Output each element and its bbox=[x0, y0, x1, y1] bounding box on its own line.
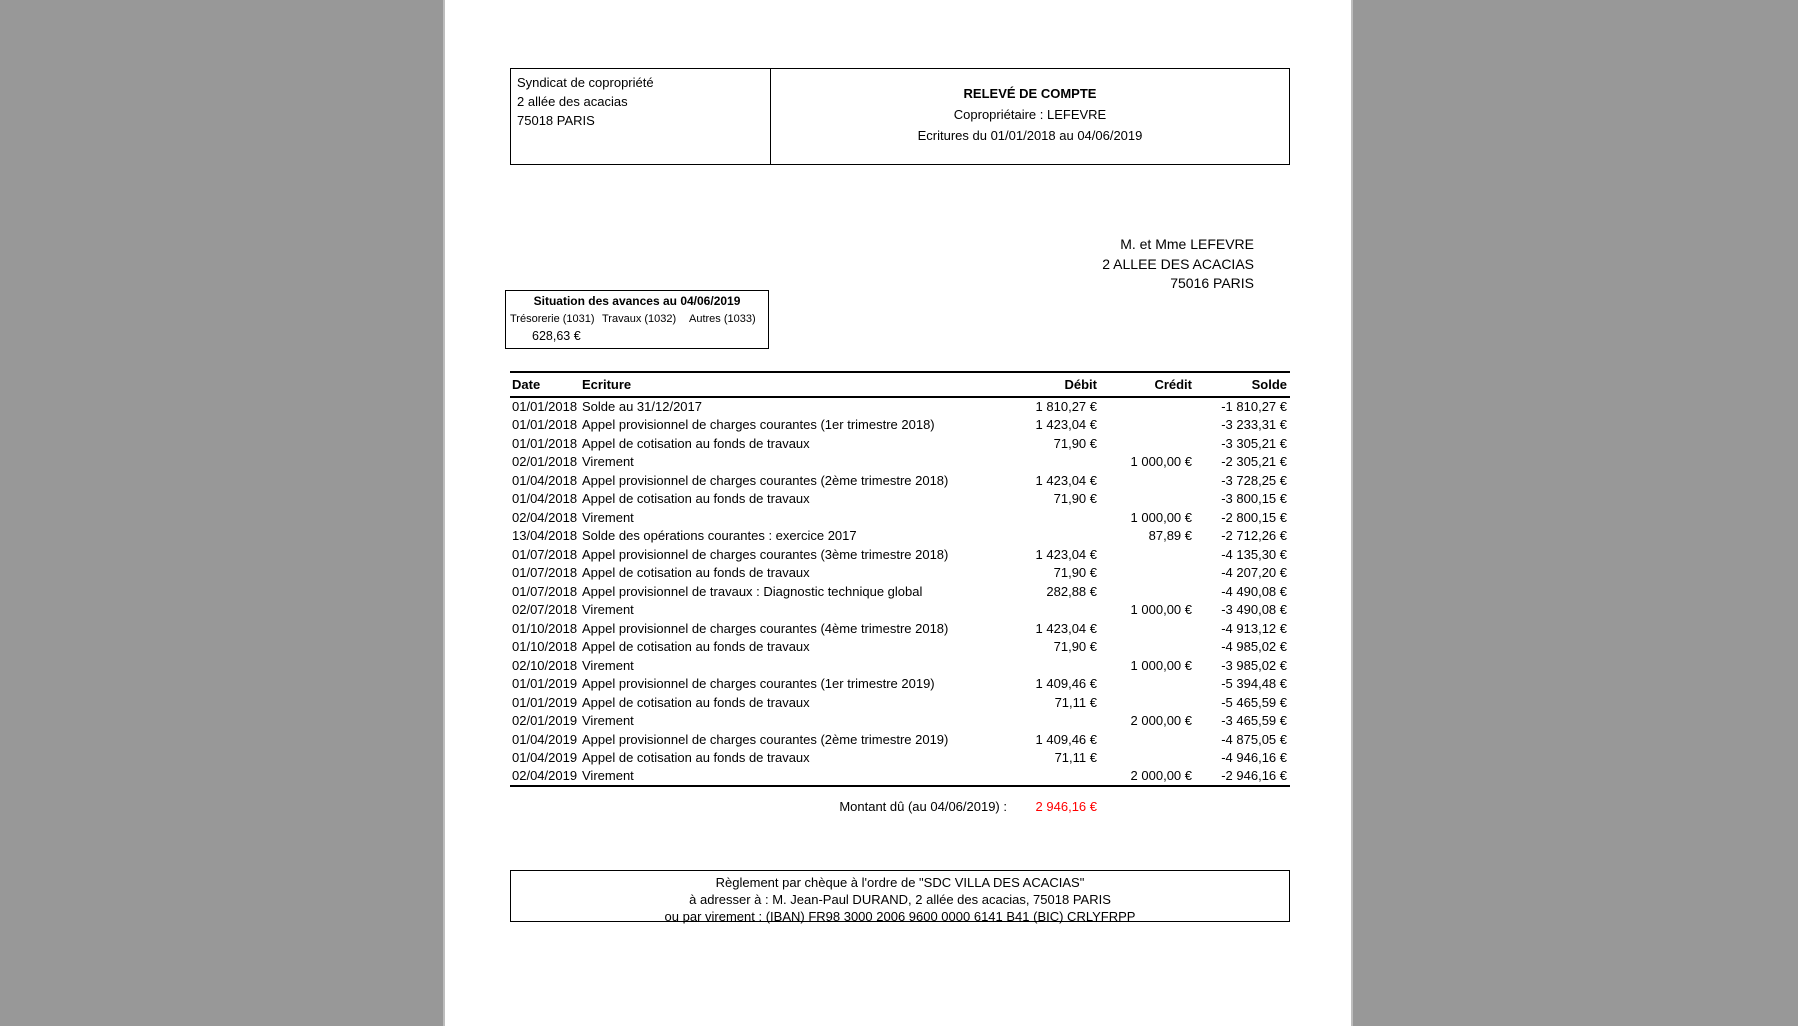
table-row bbox=[510, 527, 1290, 546]
cell-debit: 71,11 € bbox=[1054, 750, 1097, 766]
cell-solde: -3 728,25 € bbox=[1221, 472, 1287, 488]
cell-ecriture: Virement bbox=[582, 713, 634, 729]
cell-solde: -3 490,08 € bbox=[1221, 602, 1287, 618]
cell-debit: 1 423,04 € bbox=[1035, 472, 1097, 488]
recipient-address-line: 75016 PARIS bbox=[1170, 275, 1254, 291]
cell-credit bbox=[1100, 693, 1195, 712]
cell-ecriture: Appel provisionnel de travaux : Diagnostic technique global bbox=[582, 583, 923, 599]
cell-date: 01/07/2018 bbox=[512, 565, 578, 581]
cell-date: 01/04/2018 bbox=[512, 472, 578, 488]
cell-solde: -3 465,59 € bbox=[1221, 713, 1287, 729]
cell-ecriture: Appel de cotisation au fonds de travaux bbox=[582, 694, 810, 710]
cell-date: 01/01/2018 bbox=[512, 417, 578, 433]
cell-credit: 2 000,00 € bbox=[1130, 768, 1192, 784]
cell-debit bbox=[990, 767, 1100, 786]
ledger-header-row bbox=[510, 372, 1290, 397]
cell-credit bbox=[1100, 749, 1195, 768]
cell-debit: 1 409,46 € bbox=[1035, 676, 1097, 692]
cell-credit: 1 000,00 € bbox=[1130, 454, 1192, 470]
cell-solde: -1 810,27 € bbox=[1221, 399, 1287, 415]
cell-ecriture: Appel provisionnel de charges courantes (2ème trimestre 2018) bbox=[582, 472, 949, 488]
cell-credit bbox=[1100, 434, 1195, 453]
table-row bbox=[510, 508, 1290, 527]
cell-credit bbox=[1100, 619, 1195, 638]
advances-columns bbox=[506, 313, 768, 325]
cell-date: 01/04/2019 bbox=[512, 750, 578, 766]
cell-credit bbox=[1100, 416, 1195, 435]
cell-debit: 71,11 € bbox=[1054, 694, 1097, 710]
cell-debit: 1 423,04 € bbox=[1035, 417, 1097, 433]
payment-instructions-box bbox=[510, 870, 1290, 925]
payment-instruction-line: Règlement par chèque à l'ordre de "SDC VILLA DES ACACIAS" bbox=[715, 875, 1085, 890]
cell-credit bbox=[1100, 545, 1195, 564]
table-row bbox=[510, 434, 1290, 453]
cell-debit bbox=[990, 601, 1100, 620]
table-row bbox=[510, 601, 1290, 620]
cell-solde: -5 394,48 € bbox=[1221, 676, 1287, 692]
cell-date: 01/01/2019 bbox=[512, 694, 578, 710]
cell-date: 02/01/2018 bbox=[512, 454, 578, 470]
cell-ecriture: Appel de cotisation au fonds de travaux bbox=[582, 639, 810, 655]
cell-debit: 1 810,27 € bbox=[1035, 399, 1097, 415]
statement-title: RELEVÉ DE COMPTE bbox=[963, 86, 1097, 101]
table-row bbox=[510, 582, 1290, 601]
total-amount: 2 946,16 € bbox=[1035, 799, 1097, 814]
table-row bbox=[510, 490, 1290, 509]
cell-credit bbox=[1100, 582, 1195, 601]
statement-header bbox=[771, 69, 1289, 164]
cell-solde: -3 233,31 € bbox=[1221, 417, 1287, 433]
cell-solde: -2 712,26 € bbox=[1221, 528, 1287, 544]
cell-credit: 1 000,00 € bbox=[1130, 602, 1192, 618]
table-row bbox=[510, 619, 1290, 638]
cell-solde: -4 985,02 € bbox=[1221, 639, 1287, 655]
cell-solde: -2 946,16 € bbox=[1221, 768, 1287, 784]
cell-solde: -4 875,05 € bbox=[1221, 731, 1287, 747]
advances-col-works: Travaux (1032) bbox=[602, 313, 677, 325]
cell-date: 02/04/2018 bbox=[512, 509, 578, 525]
payment-instruction-line: ou par virement : (IBAN) FR98 3000 2006 9600 0000 6141 B41 (BIC) CRLYFRPP bbox=[664, 909, 1136, 925]
table-row bbox=[510, 656, 1290, 675]
table-row bbox=[510, 638, 1290, 657]
cell-debit: 71,90 € bbox=[1053, 565, 1097, 581]
cell-debit: 282,88 € bbox=[1046, 583, 1097, 599]
cell-solde: -4 946,16 € bbox=[1221, 750, 1287, 766]
cell-debit: 71,90 € bbox=[1053, 639, 1097, 655]
cell-credit bbox=[1100, 490, 1195, 509]
cell-ecriture: Virement bbox=[582, 768, 634, 784]
cell-date: 01/04/2019 bbox=[512, 731, 578, 747]
cell-date: 02/01/2019 bbox=[512, 713, 578, 729]
cell-date: 01/10/2018 bbox=[512, 620, 578, 636]
recipient-address bbox=[745, 235, 1254, 294]
cell-ecriture: Appel de cotisation au fonds de travaux bbox=[582, 565, 810, 581]
cell-solde: -4 490,08 € bbox=[1221, 583, 1287, 599]
col-header-date: Date bbox=[510, 372, 582, 397]
cell-debit bbox=[990, 712, 1100, 731]
cell-date: 02/04/2019 bbox=[512, 768, 578, 784]
table-row bbox=[510, 767, 1290, 786]
cell-solde: -3 985,02 € bbox=[1221, 657, 1287, 673]
cell-credit: 1 000,00 € bbox=[1130, 509, 1192, 525]
cell-credit: 87,89 € bbox=[1148, 528, 1192, 544]
table-row bbox=[510, 675, 1290, 694]
table-row bbox=[510, 564, 1290, 583]
cell-date: 01/01/2018 bbox=[512, 435, 578, 451]
cell-ecriture: Virement bbox=[582, 509, 634, 525]
cell-ecriture: Virement bbox=[582, 657, 634, 673]
cell-ecriture: Appel de cotisation au fonds de travaux bbox=[582, 491, 810, 507]
table-row bbox=[510, 712, 1290, 731]
cell-credit bbox=[1100, 397, 1195, 416]
table-row bbox=[510, 416, 1290, 435]
statement-period: Ecritures du 01/01/2018 au 04/06/2019 bbox=[917, 128, 1143, 143]
cell-date: 01/04/2018 bbox=[512, 491, 578, 507]
sender-address bbox=[511, 69, 771, 164]
advances-col-treasury: Trésorerie (1031) bbox=[510, 313, 595, 325]
col-header-debit: Débit bbox=[990, 372, 1100, 397]
table-row bbox=[510, 471, 1290, 490]
cell-date: 01/01/2019 bbox=[512, 676, 578, 692]
cell-credit: 2 000,00 € bbox=[1130, 713, 1192, 729]
cell-ecriture: Appel provisionnel de charges courantes (4ème trimestre 2018) bbox=[582, 620, 949, 636]
cell-date: 01/07/2018 bbox=[512, 546, 578, 562]
header-box bbox=[510, 68, 1290, 165]
cell-date: 13/04/2018 bbox=[512, 528, 578, 544]
ledger-table bbox=[510, 371, 1290, 787]
cell-ecriture: Virement bbox=[582, 454, 634, 470]
sender-address-line: 2 allée des acacias bbox=[517, 94, 628, 109]
table-row bbox=[510, 397, 1290, 416]
advances-title: Situation des avances au 04/06/2019 bbox=[533, 294, 741, 308]
cell-solde: -2 305,21 € bbox=[1221, 454, 1287, 470]
cell-solde: -4 135,30 € bbox=[1221, 546, 1287, 562]
table-row bbox=[510, 693, 1290, 712]
cell-solde: -3 305,21 € bbox=[1221, 435, 1287, 451]
ledger-body bbox=[510, 397, 1290, 786]
table-row bbox=[510, 453, 1290, 472]
cell-solde: -3 800,15 € bbox=[1221, 491, 1287, 507]
cell-date: 01/10/2018 bbox=[512, 639, 578, 655]
col-header-ecriture: Ecriture bbox=[582, 372, 990, 397]
recipient-address-line: 2 ALLEE DES ACACIAS bbox=[1102, 255, 1254, 272]
document-page bbox=[443, 0, 1353, 1026]
sender-address-line: 75018 PARIS bbox=[517, 113, 595, 128]
table-row bbox=[510, 749, 1290, 768]
cell-credit bbox=[1100, 564, 1195, 583]
cell-debit bbox=[990, 656, 1100, 675]
cell-date: 01/07/2018 bbox=[512, 583, 578, 599]
payment-instruction-line: à adresser à : M. Jean-Paul DURAND, 2 allée des acacias, 75018 PARIS bbox=[689, 892, 1111, 908]
col-header-credit: Crédit bbox=[1100, 372, 1195, 397]
advances-box bbox=[505, 290, 769, 349]
advances-col-others: Autres (1033) bbox=[689, 313, 756, 325]
cell-debit bbox=[990, 527, 1100, 546]
cell-ecriture: Appel de cotisation au fonds de travaux bbox=[582, 750, 810, 766]
statement-owner: Copropriétaire : LEFEVRE bbox=[953, 107, 1107, 122]
cell-debit bbox=[990, 508, 1100, 527]
cell-ecriture: Solde au 31/12/2017 bbox=[582, 399, 702, 415]
recipient-address-line: M. et Mme LEFEVRE bbox=[1120, 236, 1254, 252]
cell-date: 02/07/2018 bbox=[512, 602, 578, 618]
cell-credit bbox=[1100, 638, 1195, 657]
cell-ecriture: Appel de cotisation au fonds de travaux bbox=[582, 435, 810, 451]
cell-debit: 1 423,04 € bbox=[1035, 620, 1097, 636]
col-header-solde: Solde bbox=[1195, 372, 1290, 397]
cell-ecriture: Appel provisionnel de charges courantes (3ème trimestre 2018) bbox=[582, 546, 949, 562]
cell-date: 01/01/2018 bbox=[512, 399, 578, 415]
cell-credit: 1 000,00 € bbox=[1130, 657, 1192, 673]
table-row bbox=[510, 545, 1290, 564]
cell-debit: 71,90 € bbox=[1053, 491, 1097, 507]
sender-address-line: Syndicat de copropriété bbox=[517, 75, 654, 90]
cell-debit: 1 423,04 € bbox=[1035, 546, 1097, 562]
cell-solde: -2 800,15 € bbox=[1221, 509, 1287, 525]
cell-credit bbox=[1100, 675, 1195, 694]
cell-solde: -4 207,20 € bbox=[1221, 565, 1287, 581]
cell-solde: -4 913,12 € bbox=[1221, 620, 1287, 636]
cell-debit bbox=[990, 453, 1100, 472]
cell-ecriture: Virement bbox=[582, 602, 634, 618]
cell-solde: -5 465,59 € bbox=[1221, 694, 1287, 710]
cell-debit: 71,90 € bbox=[1053, 435, 1097, 451]
cell-ecriture: Appel provisionnel de charges courantes (2ème trimestre 2019) bbox=[582, 731, 949, 747]
advances-treasury-value: 628,63 € bbox=[532, 329, 581, 343]
cell-date: 02/10/2018 bbox=[512, 657, 578, 673]
cell-ecriture: Appel provisionnel de charges courantes (1er trimestre 2019) bbox=[582, 676, 935, 692]
cell-ecriture: Solde des opérations courantes : exercice 2017 bbox=[582, 528, 857, 544]
amount-due-line bbox=[510, 799, 1290, 814]
cell-debit: 1 409,46 € bbox=[1035, 731, 1097, 747]
cell-credit bbox=[1100, 730, 1195, 749]
cell-ecriture: Appel provisionnel de charges courantes (1er trimestre 2018) bbox=[582, 417, 935, 433]
amount-due-label: Montant dû (au 04/06/2019) : bbox=[839, 799, 1007, 814]
table-row bbox=[510, 730, 1290, 749]
cell-credit bbox=[1100, 471, 1195, 490]
